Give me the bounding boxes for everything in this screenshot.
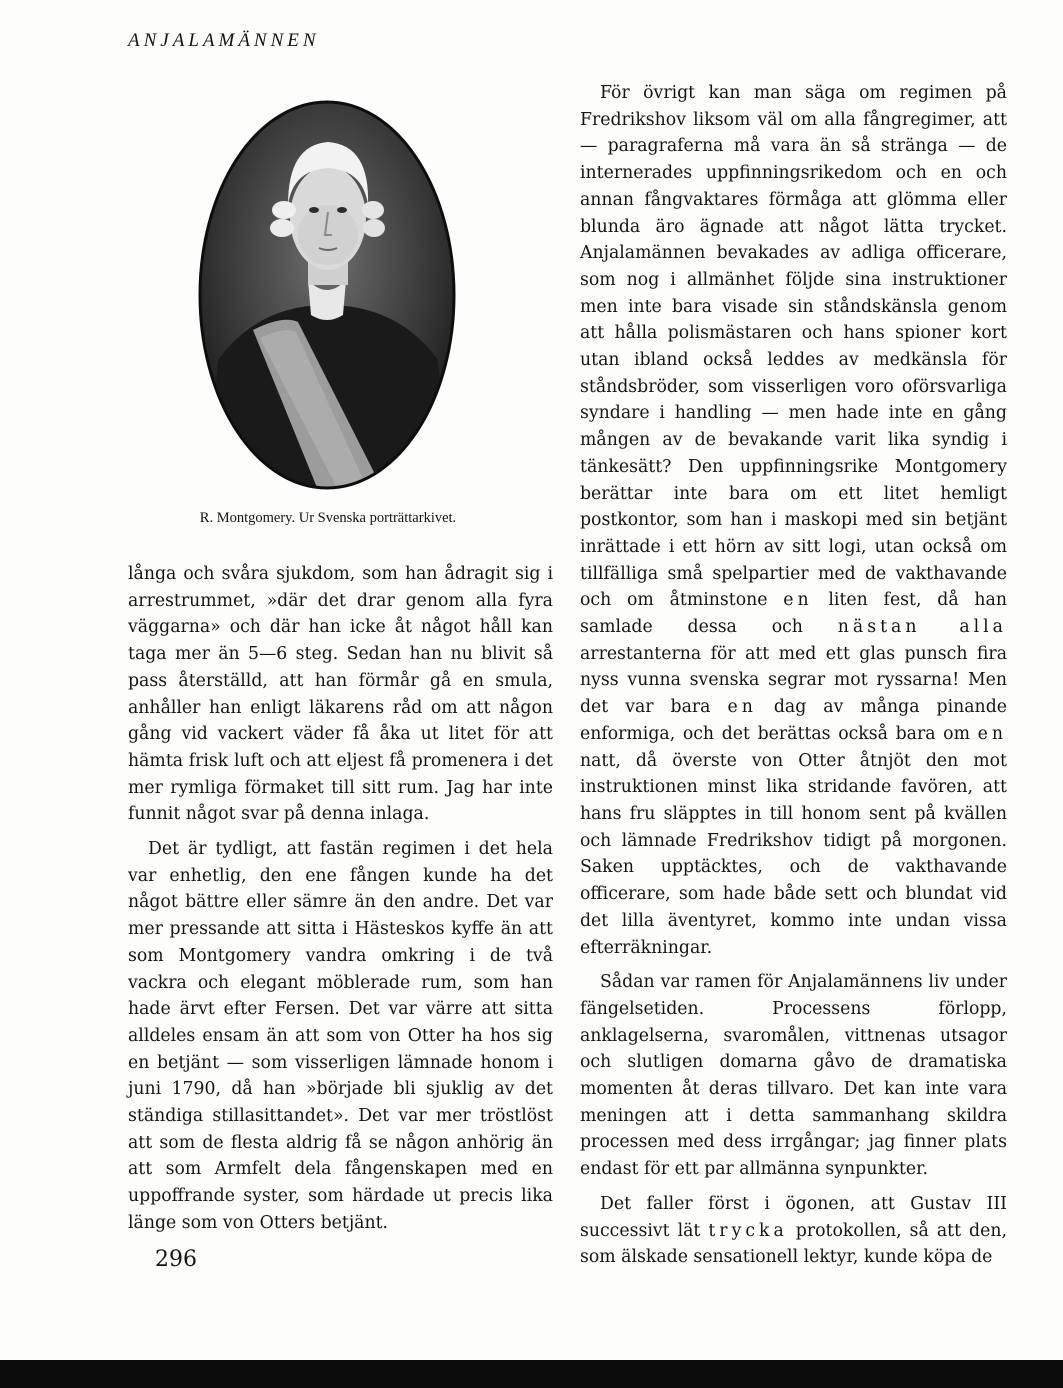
- running-head: ANJALAMÄNNEN: [128, 30, 320, 51]
- spaced-emphasis: nästan alla: [837, 617, 1007, 638]
- spaced-emphasis: en: [977, 723, 1007, 744]
- text-run: arrestanterna för att med ett glas punsch fira nyss vunna svenska segrar mot ryssarna! Men det var bara: [580, 643, 1007, 718]
- scan-border: [0, 1360, 1063, 1388]
- text-run: liten fest, då han samlade dessa och: [580, 590, 1007, 638]
- paragraph: [580, 1191, 1007, 1271]
- spaced-emphasis: en: [783, 590, 813, 611]
- spaced-emphasis: trycka: [708, 1220, 788, 1241]
- right-column: [580, 80, 1007, 1271]
- portrait-montgomery: [198, 100, 456, 490]
- paragraph: Det är tydligt, att fastän regimen i det hela var enhetlig, den ene fången kunde ha det något bättre eller sämre än den andre. Det var mer pressande att sitta i Hästeskos kyffe än att som Montgomery vandra omkring i de två vackra och elegant möblerade rum, som han hade ärvt efter Fersen. Det var värre att sitta alldeles ensam än att som von Otter ha hos sig en betjänt — som visserligen lämnade honom i juni 1790, då han »började bli sjuklig av det ständiga stillasittandet». Det var mer tröstlöst att som de flesta aldrig få se någon anhörig än att som Armfelt dela fångenskapen med en uppoffrande syster, som härdade ut precis lika länge som von Otters betjänt.: [128, 839, 553, 1233]
- left-column: [128, 561, 553, 1237]
- text-run: protokollen, så att den, som älskade sensationell lektyr, kunde köpa de: [580, 1220, 1007, 1268]
- figure-caption: R. Montgomery. Ur Svenska porträttarkivet.: [199, 510, 457, 526]
- text-run: För övrigt kan man säga om regimen på Fredrikshov liksom väl om alla fångregimer, att — paragraferna må vara än så stränga — de internerades uppfinningsrikedom och en och annan fångvaktares förmåga att glömma eller blunda äro ägnade att något lätta trycket. Anjalamännen bevakades av adliga officerare, som nog i allmänhet följde sina instruktioner men inte bara visade sin ståndskänsla genom att hålla polismästaren och hans spioner kort utan ibland också leddes av medkänsla för ståndsbröder, som visserligen voro oförsvarliga syndare i handling — men hade inte en gång mången av de bevakande varit lika syndig i tänkesätt? Den uppfinningsrike Montgomery berättar inte bara om ett litet hemligt postkontor, som han i maskopi med sin betjänt inrättade i ett hörn av sitt logi, utan också om tillfälliga små spelpartier med de vakthavande och om åtminstone: [580, 83, 1007, 611]
- page-number: 296: [155, 1247, 197, 1272]
- paragraph: långa och svåra sjukdom, som han ådragit sig i arrestrummet, »där det drar genom alla fyra väggarna» och där han icke åt något håll kan taga mer än 5—6 steg. Sedan han nu blivit så pass återställd, att han förmår gå en smula, anhåller han enligt läkarens råd om att någon gång vid vackert väder få åka ut litet för att hämta frisk luft och att eljest få promenera i det mer rymliga förmaket till sitt rum. Jag har inte funnit något svar på denna inlaga.: [128, 564, 553, 825]
- text-run: dag av många pinande enformiga, och det berättas också bara om: [580, 697, 1007, 744]
- text-run: natt, då överste von Otter åtnjöt den mot instruktionen minst lika stridande favören, att hans fru släpptes in till honom sent på kvällen och lämnade Fredrikshov tidigt på morgonen. Saken upptäcktes, och de vakthavande officerare, som hade både sett och blundat vid det lilla äventyret, kommo inte undan vissa efterräkningar.: [580, 750, 1007, 958]
- paragraph: Sådan var ramen för Anjalamännens liv under fängelsetiden. Processens förlopp, anklagelserna, svaromålen, vittnenas utsagor och slutligen domarna gåvo de dramatiska momenten åt deras tillvaro. Det kan inte vara meningen att i detta sammanhang skildra processen med dess irrgångar; jag finner plats endast för ett par allmänna synpunkter.: [580, 972, 1007, 1180]
- spaced-emphasis: en: [727, 697, 757, 718]
- text-run: Det faller först i ögonen, att Gustav III successivt lät: [580, 1193, 1007, 1241]
- paragraph: [580, 80, 1007, 961]
